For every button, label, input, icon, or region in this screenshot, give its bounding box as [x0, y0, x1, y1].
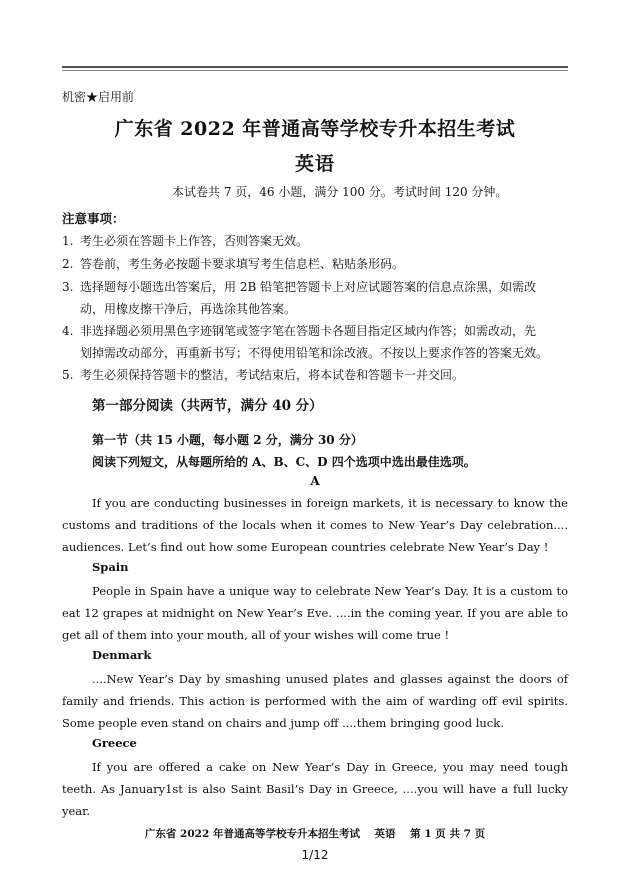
notice-item-3: 3. 选择题每小题选出答案后，用 2B 铅笔把答题卡上对应试题答案的信息点涂黑，如需改	[62, 280, 537, 294]
spain-paragraph: People in Spain have a unique way to celebrate New Year’s Day. It is a custom to eat 12 grapes at midnight on New Year’s Eve. ....in the coming year. If you are able to get all of them into your mouth, all of your wishes will come true !	[62, 584, 568, 642]
greece-paragraph: If you are offered a cake on New Year’s Day in Greece, you may need tough teeth. As January1st is also Saint Basil’s Day in Greece, ....you will have a full lucky year.	[62, 760, 568, 818]
page-number: 1/12	[301, 848, 329, 862]
paper-info: 本试卷共 7 页，46 小题，满分 100 分。考试时间 120 分钟。	[172, 185, 508, 199]
denmark-paragraph: ....New Year’s Day by smashing unused plates and glasses against the doors of family and friends. This action is performed with the aim of warding off evil spirits. Some people even stand on chairs and jump off ....them bringing good luck.	[62, 672, 568, 730]
secret-label: 机密★启用前	[62, 90, 135, 104]
notice-item-5: 5. 考生必须保持答题卡的整洁，考试结束后，将本试卷和答题卡一并交回。	[62, 368, 465, 382]
denmark-heading: Denmark	[92, 648, 152, 662]
passage-label: A	[310, 474, 320, 488]
top-rule	[62, 66, 568, 68]
notice-item-4-cont: 划掉需改动部分，再重新书写；不得使用铅笔和涂改液。不按以上要求作答的答案无效。	[80, 346, 549, 360]
spain-heading: Spain	[92, 560, 129, 574]
greece-heading: Greece	[92, 736, 137, 750]
notice-item-3-cont: 动，用橡皮擦干净后，再选涂其他答案。	[80, 302, 297, 316]
notice-item-2: 2. 答卷前，考生务必按题卡要求填写考生信息栏、粘贴条形码。	[62, 257, 405, 271]
notice-item-4: 4. 非选择题必须用黑色字迹钢笔或签字笔在答题卡各题目指定区域内作答；如需改动，先	[62, 324, 537, 338]
page-footer: 广东省 2022 年普通高等学校专升本招生考试 英语 第 1 页 共 7 页	[144, 828, 486, 840]
top-rule-thin	[62, 70, 568, 71]
passage-intro: If you are conducting businesses in foreign markets, it is necessary to know the customs and traditions of the locals when it comes to New Year’s Day celebration.... audiences. Let’s find out how some European countries celebrate New Year’s Day !	[62, 496, 568, 554]
subject-title: 英语	[294, 153, 335, 175]
section-instruction: 阅读下列短文，从每题所给的 A、B、C、D 四个选项中选出最佳选项。	[92, 455, 476, 469]
notice-heading: 注意事项：	[62, 211, 125, 226]
part1-title: 第一部分阅读（共两节，满分 40 分）	[92, 398, 323, 414]
exam-title: 广东省 2022 年普通高等学校专升本招生考试	[114, 118, 516, 140]
section1-title: 第一节（共 15 小题，每小题 2 分，满分 30 分）	[92, 433, 363, 447]
notice-item-1: 1. 考生必须在答题卡上作答，否则答案无效。	[62, 234, 309, 248]
